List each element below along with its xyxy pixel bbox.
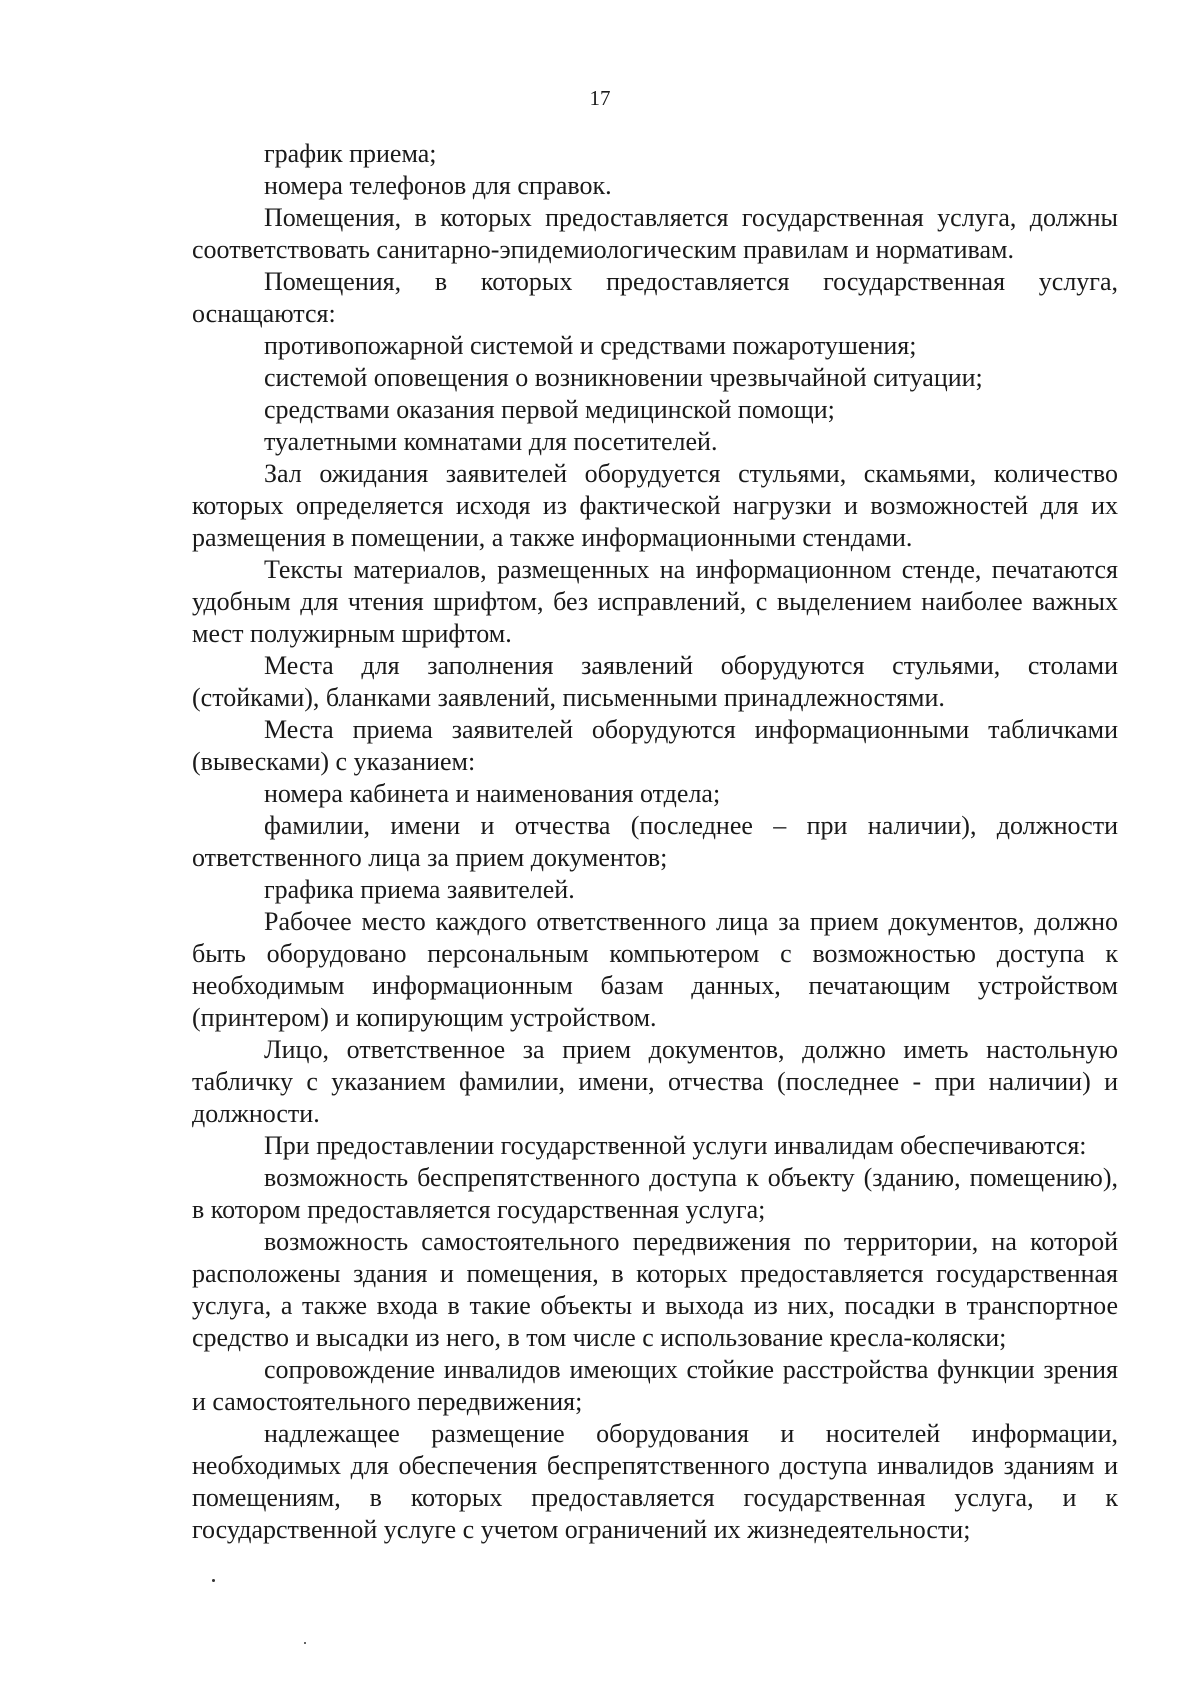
paragraph-stand-texts: Тексты материалов, размещенных на информационном стенде, печатаются удобным для чтения шрифтом, без исправлений, с выделением наиболее важных мест полужирным шрифтом. [192, 555, 1118, 648]
paragraph-phone-numbers: номера телефонов для справок. [264, 171, 612, 200]
scan-speck [212, 1579, 215, 1582]
paragraph-unobstructed-access: возможность беспрепятственного доступа к объекту (зданию, помещению), в котором предоставляется государственная услуга; [192, 1163, 1118, 1224]
paragraph-reception-schedule-sign: графика приема заявителей. [264, 875, 575, 904]
paragraph-toilets: туалетными комнатами для посетителей. [264, 427, 718, 456]
paragraph-workplace: Рабочее место каждого ответственного лица за прием документов, должно быть оборудовано персональным компьютером с возможностью доступа к необходимым информационным базам данных, печатающим устройством (принтером) и копирующим устройством. [192, 907, 1118, 1032]
document-body [192, 138, 1118, 1546]
paragraph-reception-places: Места приема заявителей оборудуются информационными табличками (вывесками) с указанием: [192, 715, 1118, 776]
paragraph-disabled-access-intro: При предоставлении государственной услуги инвалидам обеспечиваются: [264, 1131, 1087, 1160]
paragraph-waiting-hall: Зал ожидания заявителей оборудуется стульями, скамьями, количество которых определяется исходя из фактической нагрузки и возможностей для их размещения в помещении, а также информационными стендами. [192, 459, 1118, 552]
paragraph-escort: сопровождение инвалидов имеющих стойкие расстройства функции зрения и самостоятельного передвижения; [192, 1355, 1118, 1416]
paragraph-independent-movement: возможность самостоятельного передвижения по территории, на которой расположены здания и помещения, в которых предоставляется государственная услуга, а также входа в такие объекты и выхода из них, посадки в транспортное средство и высадки из него, в том числе с использование кресла-коляски; [192, 1227, 1118, 1352]
paragraph-fire-system: противопожарной системой и средствами пожаротушения; [264, 331, 917, 360]
page-number: 17 [589, 86, 611, 110]
scan-speck [304, 1642, 306, 1644]
paragraph-reception-schedule: график приема; [264, 139, 437, 168]
paragraph-office-number: номера кабинета и наименования отдела; [264, 779, 721, 808]
paragraph-first-aid: средствами оказания первой медицинской помощи; [264, 395, 835, 424]
paragraph-equipment-placement: надлежащее размещение оборудования и носителей информации, необходимых для обеспечения беспрепятственного доступа инвалидов зданиям и помещениям, в которых предоставляется государственная услуга, и к государственной услуге с учетом ограничений их жизнедеятельности; [192, 1419, 1118, 1544]
paragraph-responsible-name: фамилии, имени и отчества (последнее – при наличии), должности ответственного лица за прием документов; [192, 811, 1118, 872]
paragraph-emergency-alert: системой оповещения о возникновении чрезвычайной ситуации; [264, 363, 983, 392]
paragraph-premises-sanitary: Помещения, в которых предоставляется государственная услуга, должны соответствовать санитарно-эпидемиологическим правилам и нормативам. [192, 203, 1118, 264]
paragraph-premises-equipped: Помещения, в которых предоставляется государственная услуга, оснащаются: [192, 267, 1118, 328]
paragraph-desk-plate: Лицо, ответственное за прием документов, должно иметь настольную табличку с указанием фамилии, имени, отчества (последнее - при наличии) и должности. [192, 1035, 1118, 1128]
paragraph-form-filling-places: Места для заполнения заявлений оборудуются стульями, столами (стойками), бланками заявлений, письменными принадлежностями. [192, 651, 1118, 712]
